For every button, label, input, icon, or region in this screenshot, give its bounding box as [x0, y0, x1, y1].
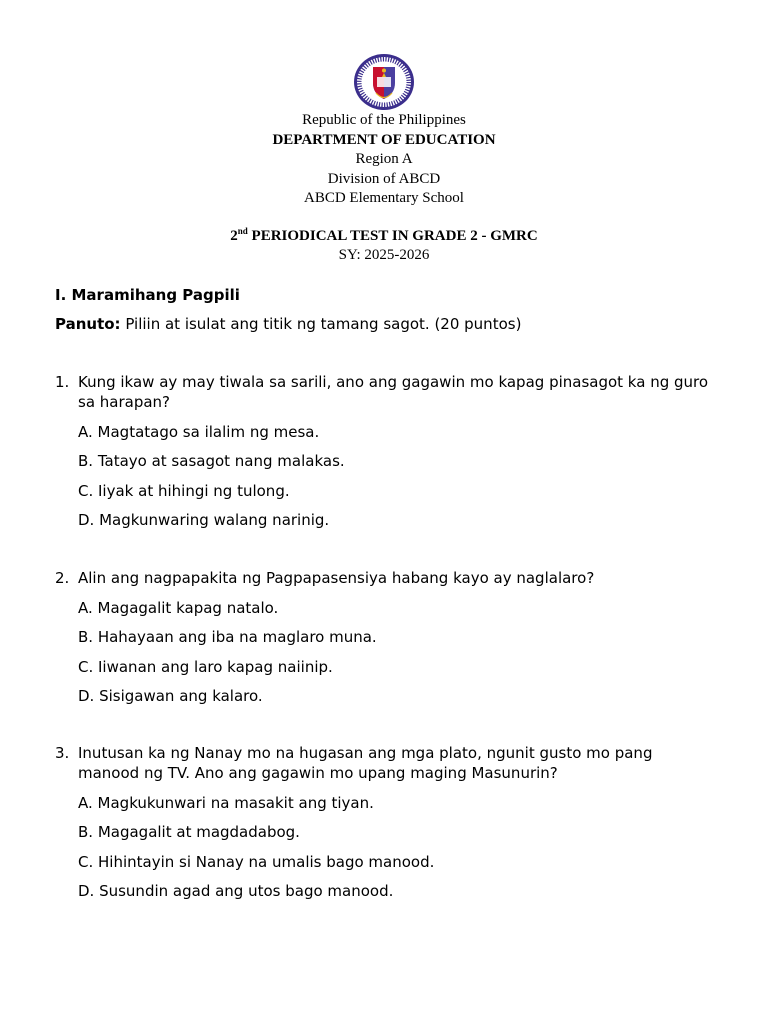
choice-b: B. Magagalit at magdadabog. [78, 823, 300, 842]
choice-a: A. Magkukunwari na masakit ang tiyan. [78, 794, 374, 812]
school-line: ABCD Elementary School [304, 190, 464, 206]
test-ordinal-number: 2 [230, 228, 238, 244]
question-item [55, 568, 715, 706]
republic-line: Republic of the Philippines [302, 112, 466, 128]
test-title-text: PERIODICAL TEST IN GRADE 2 - GMRC [247, 228, 538, 244]
choice-d: D. Susundin agad ang utos bago manood. [78, 881, 394, 900]
question-item [55, 743, 715, 901]
document-header [0, 111, 768, 209]
choice-b: B. Tatayo at sasagot nang malakas. [78, 452, 345, 471]
instructions-text: Piliin at isulat ang titik ng tamang sagot. (20 puntos) [120, 315, 522, 333]
choice-a: A. Magtatago sa ilalim ng mesa. [78, 423, 320, 441]
test-ordinal-suffix: nd [237, 226, 248, 236]
department-line: DEPARTMENT OF EDUCATION [272, 131, 496, 148]
choice-a: A. Magagalit kapag natalo. [78, 599, 279, 617]
division-line: Division of ABCD [327, 170, 441, 187]
choice-c: C. Iiwanan ang laro kapag naiinip. [78, 657, 333, 676]
region-line: Region A [355, 151, 413, 167]
question-text: Inutusan ka ng Nanay mo na hugasan ang mga plato, ngunit gusto mo pang manood ng TV. Ano ang gagawin mo upang maging Masunurin? [78, 744, 653, 782]
instructions [55, 314, 521, 334]
question-number: 2. [55, 569, 70, 587]
question-number: 1. [55, 373, 70, 391]
choice-c: C. Iiyak at hihingi ng tulong. [78, 481, 290, 500]
instructions-label: Panuto: [55, 315, 121, 333]
question-text: Alin ang nagpapakita ng Pagpapasensiya habang kayo ay naglalaro? [78, 569, 595, 587]
question-text: Kung ikaw ay may tiwala sa sarili, ano ang gagawin mo kapag pinasagot ka ng guro sa harapan? [78, 373, 709, 411]
section-title: I. Maramihang Pagpili [55, 286, 240, 304]
choice-b: B. Hahayaan ang iba na maglaro muna. [78, 628, 377, 647]
school-year: SY: 2025-2026 [338, 247, 430, 263]
choice-d: D. Magkunwaring walang narinig. [78, 510, 330, 529]
question-item [55, 372, 715, 530]
choice-d: D. Sisigawan ang kalaro. [78, 686, 263, 705]
test-title [0, 227, 768, 246]
question-number: 3. [55, 744, 70, 762]
choice-c: C. Hihintayin si Nanay na umalis bago manood. [78, 852, 435, 871]
deped-seal-logo [353, 53, 415, 111]
test-title-block [0, 227, 768, 265]
